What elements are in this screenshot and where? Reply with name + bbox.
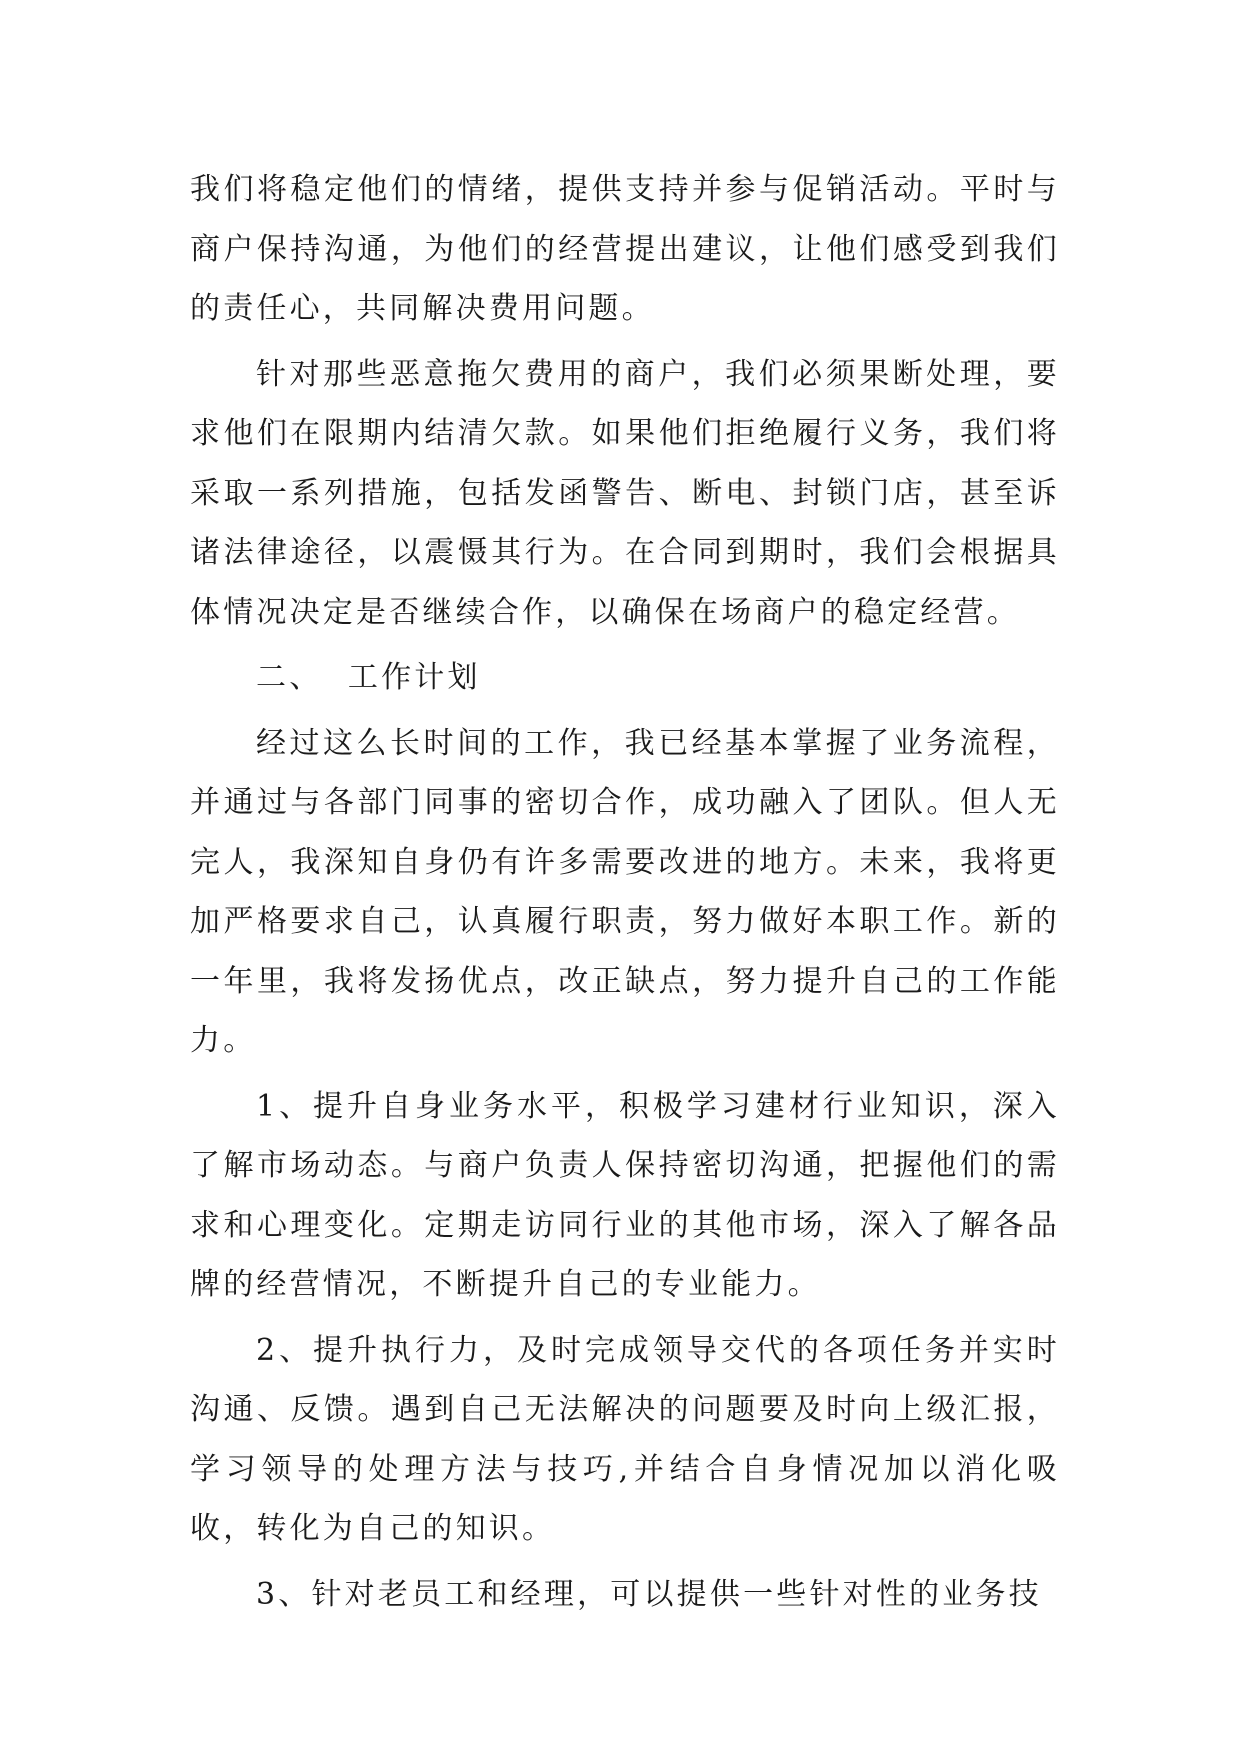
paragraph-3: 经过这么长时间的工作，我已经基本掌握了业务流程，并通过与各部门同事的密切合作，成功融入了团队。但人无完人，我深知自身仍有许多需要改进的地方。未来，我将更加严格要求自己，认真履行职责，努力做好本职工作。新的一年里，我将发扬优点，改正缺点，努力提升自己的工作能力。 <box>190 725 1060 1058</box>
paragraph-2: 针对那些恶意拖欠费用的商户，我们必须果断处理，要求他们在限期内结清欠款。如果他们拒绝履行义务，我们将采取一系列措施，包括发函警告、断电、封锁门店，甚至诉诸法律途径，以震慑其行为。在合同到期时，我们会根据具体情况决定是否继续合作，以确保在场商户的稳定经营。 <box>190 356 1060 630</box>
paragraph-4: 1、提升自身业务水平，积极学习建材行业知识，深入了解市场动态。与商户负责人保持密切沟通，把握他们的需求和心理变化。定期走访同行业的其他市场，深入了解各品牌的经营情况，不断提升自己的专业能力。 <box>190 1088 1060 1302</box>
section-heading: 二、 工作计划 <box>256 660 481 695</box>
paragraph-5: 2、提升执行力，及时完成领导交代的各项任务并实时沟通、反馈。遇到自己无法解决的问题要及时向上级汇报，学习领导的处理方法与技巧,并结合自身情况加以消化吸收，转化为自己的知识。 <box>190 1332 1060 1546</box>
paragraph-6: 3、针对老员工和经理，可以提供一些针对性的业务技 <box>256 1576 1042 1612</box>
document-body <box>190 160 1060 1630</box>
paragraph-1: 我们将稳定他们的情绪，提供支持并参与促销活动。平时与商户保持沟通，为他们的经营提出建议，让他们感受到我们的责任心，共同解决费用问题。 <box>190 172 1060 326</box>
